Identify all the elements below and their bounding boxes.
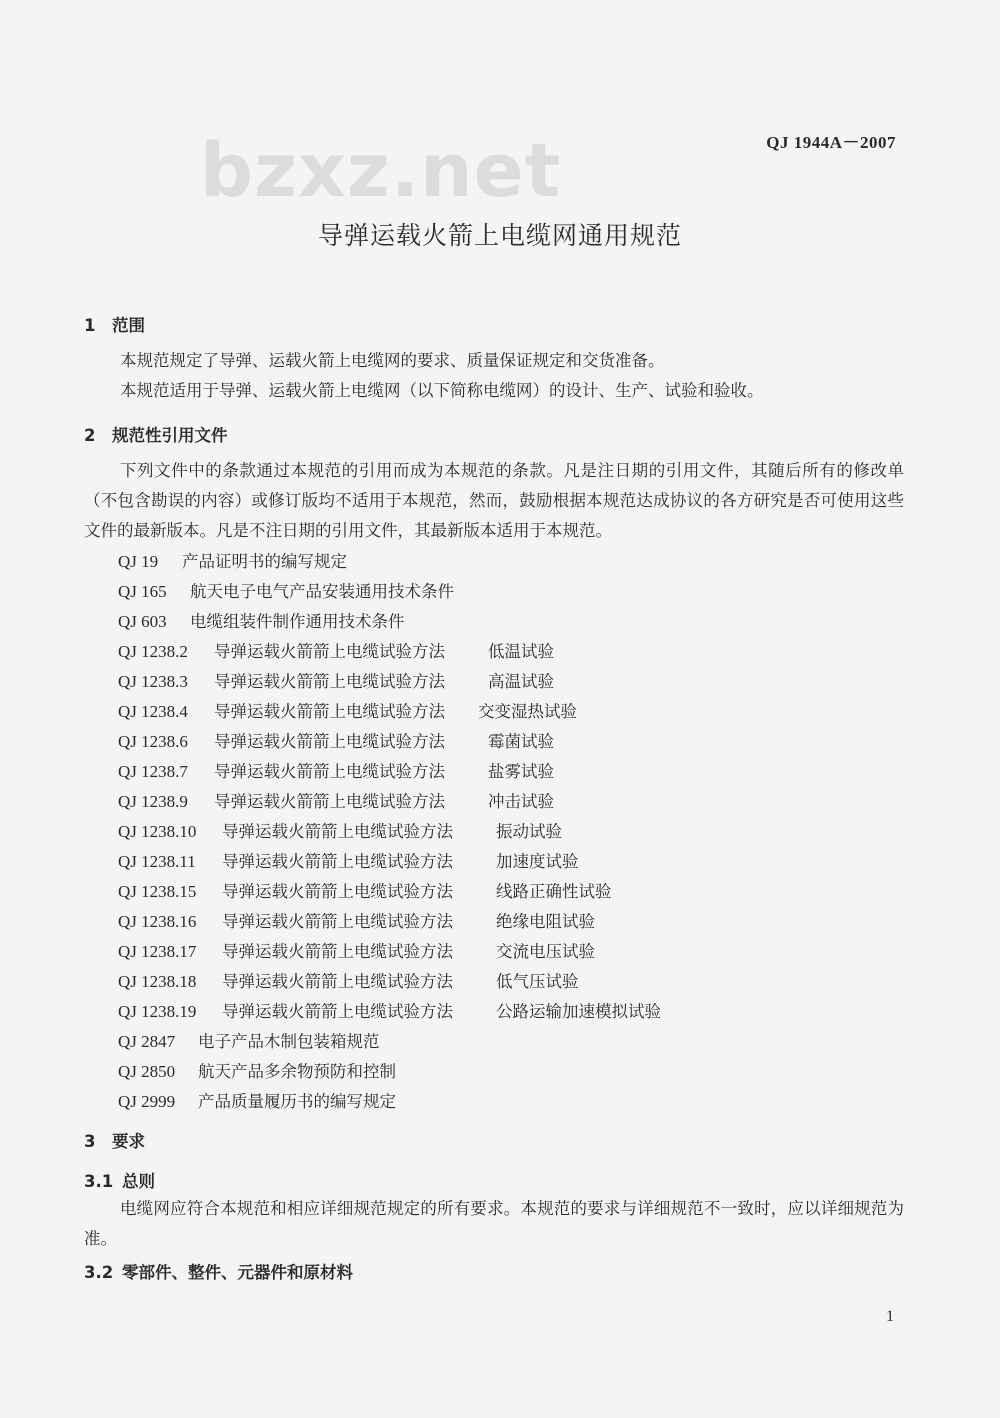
- reference-item: [118, 967, 661, 997]
- section-3-2-heading: [84, 1259, 353, 1283]
- paragraph: 本规范规定了导弹、运载火箭上电缆网的要求、质量保证规定和交货准备。: [120, 351, 665, 370]
- section-title: 总则: [122, 1172, 155, 1191]
- reference-title: 导弹运载火箭箭上电缆试验方法: [222, 972, 453, 991]
- reference-title: 产品质量履历书的编写规定: [198, 1092, 396, 1111]
- reference-code: QJ 1238.2: [118, 642, 188, 661]
- section-title: 规范性引用文件: [112, 426, 228, 445]
- reference-test: 交变湿热试验: [478, 702, 577, 721]
- reference-title: 电子产品木制包装箱规范: [198, 1032, 380, 1051]
- section-title: 范围: [112, 316, 145, 335]
- paragraph: 下列文件中的条款通过本规范的引用而成为本规范的条款。凡是注日期的引用文件，其随后所有的修改单（不包含勘误的内容）或修订版均不适用于本规范，然而，鼓励根据本规范达成协议的各方研究是否可使用这些文件的最新版本。凡是不注日期的引用文件，其最新版本适用于本规范。: [84, 461, 904, 540]
- reference-item: [118, 877, 661, 907]
- section-number: 3.1: [84, 1172, 114, 1191]
- reference-test: 加速度试验: [496, 852, 579, 871]
- reference-item: [118, 607, 661, 637]
- reference-code: QJ 1238.11: [118, 852, 196, 871]
- reference-test: 低温试验: [488, 642, 554, 661]
- document-title: 导弹运载火箭上电缆网通用规范: [317, 221, 682, 250]
- reference-code: QJ 2850: [118, 1062, 176, 1081]
- reference-code: QJ 2999: [118, 1092, 176, 1111]
- reference-item: [118, 847, 661, 877]
- section-3-heading: [84, 1128, 145, 1152]
- section-3-1-heading: [84, 1168, 155, 1192]
- page-number: 1: [886, 1308, 894, 1325]
- section-1-heading: [84, 312, 145, 336]
- standard-code: QJ 1944A－2007: [766, 133, 896, 152]
- reference-item: [118, 907, 661, 937]
- reference-item: [118, 1027, 661, 1057]
- reference-title: 导弹运载火箭箭上电缆试验方法: [214, 642, 445, 661]
- reference-item: [118, 997, 661, 1027]
- reference-title: 导弹运载火箭箭上电缆试验方法: [222, 882, 453, 901]
- reference-title: 导弹运载火箭箭上电缆试验方法: [222, 912, 453, 931]
- reference-title: 航天产品多余物预防和控制: [198, 1062, 396, 1081]
- reference-item: [118, 757, 661, 787]
- reference-title: 导弹运载火箭箭上电缆试验方法: [214, 702, 445, 721]
- reference-test: 交流电压试验: [496, 942, 595, 961]
- reference-title: 导弹运载火箭箭上电缆试验方法: [222, 1002, 453, 1021]
- paragraph: 本规范适用于导弹、运载火箭上电缆网（以下简称电缆网）的设计、生产、试验和验收。: [120, 381, 764, 400]
- section-number: 3.2: [84, 1263, 114, 1282]
- reference-code: QJ 1238.17: [118, 942, 197, 961]
- reference-item: [118, 697, 661, 727]
- reference-code: QJ 19: [118, 552, 159, 571]
- reference-item: [118, 727, 661, 757]
- section-number: 2: [84, 426, 96, 445]
- reference-code: QJ 1238.18: [118, 972, 197, 991]
- reference-list: [118, 547, 661, 1117]
- reference-item: [118, 817, 661, 847]
- reference-item: [118, 1057, 661, 1087]
- reference-code: QJ 1238.7: [118, 762, 188, 781]
- reference-item: [118, 637, 661, 667]
- reference-title: 导弹运载火箭箭上电缆试验方法: [214, 762, 445, 781]
- reference-title: 导弹运载火箭箭上电缆试验方法: [214, 732, 445, 751]
- reference-test: 盐雾试验: [488, 762, 554, 781]
- section-number: 3: [84, 1132, 96, 1151]
- reference-code: QJ 1238.4: [118, 702, 188, 721]
- reference-test: 线路正确性试验: [496, 882, 612, 901]
- section-2-heading: [84, 422, 228, 446]
- reference-test: 霉菌试验: [488, 732, 554, 751]
- reference-code: QJ 603: [118, 612, 167, 631]
- reference-item: [118, 1087, 661, 1117]
- reference-code: QJ 1238.15: [118, 882, 197, 901]
- reference-title: 电缆组装件制作通用技术条件: [190, 612, 405, 631]
- reference-test: 绝缘电阻试验: [496, 912, 595, 931]
- section-title: 零部件、整件、元器件和原材料: [122, 1263, 353, 1282]
- reference-title: 导弹运载火箭箭上电缆试验方法: [222, 852, 453, 871]
- reference-test: 高温试验: [488, 672, 554, 691]
- reference-test: 低气压试验: [496, 972, 579, 991]
- reference-title: 导弹运载火箭箭上电缆试验方法: [222, 942, 453, 961]
- reference-code: QJ 1238.3: [118, 672, 188, 691]
- reference-code: QJ 165: [118, 582, 167, 601]
- section-title: 要求: [112, 1132, 145, 1151]
- reference-title: 产品证明书的编写规定: [182, 552, 347, 571]
- reference-title: 导弹运载火箭箭上电缆试验方法: [214, 792, 445, 811]
- reference-item: [118, 577, 661, 607]
- reference-code: QJ 2847: [118, 1032, 176, 1051]
- reference-code: QJ 1238.9: [118, 792, 188, 811]
- reference-test: 冲击试验: [488, 792, 554, 811]
- reference-test: 振动试验: [496, 822, 562, 841]
- reference-code: QJ 1238.6: [118, 732, 188, 751]
- paragraph: 电缆网应符合本规范和相应详细规范规定的所有要求。本规范的要求与详细规范不一致时，应以详细规范为准。: [84, 1199, 904, 1248]
- reference-test: 公路运输加速模拟试验: [496, 1002, 661, 1021]
- reference-title: 航天电子电气产品安装通用技术条件: [190, 582, 454, 601]
- reference-item: [118, 937, 661, 967]
- reference-item: [118, 667, 661, 697]
- reference-item: [118, 547, 661, 577]
- reference-item: [118, 787, 661, 817]
- reference-title: 导弹运载火箭箭上电缆试验方法: [214, 672, 445, 691]
- watermark: bzxz.net: [200, 128, 562, 214]
- reference-code: QJ 1238.10: [118, 822, 197, 841]
- reference-code: QJ 1238.16: [118, 912, 197, 931]
- section-number: 1: [84, 316, 96, 335]
- reference-title: 导弹运载火箭箭上电缆试验方法: [222, 822, 453, 841]
- reference-code: QJ 1238.19: [118, 1002, 197, 1021]
